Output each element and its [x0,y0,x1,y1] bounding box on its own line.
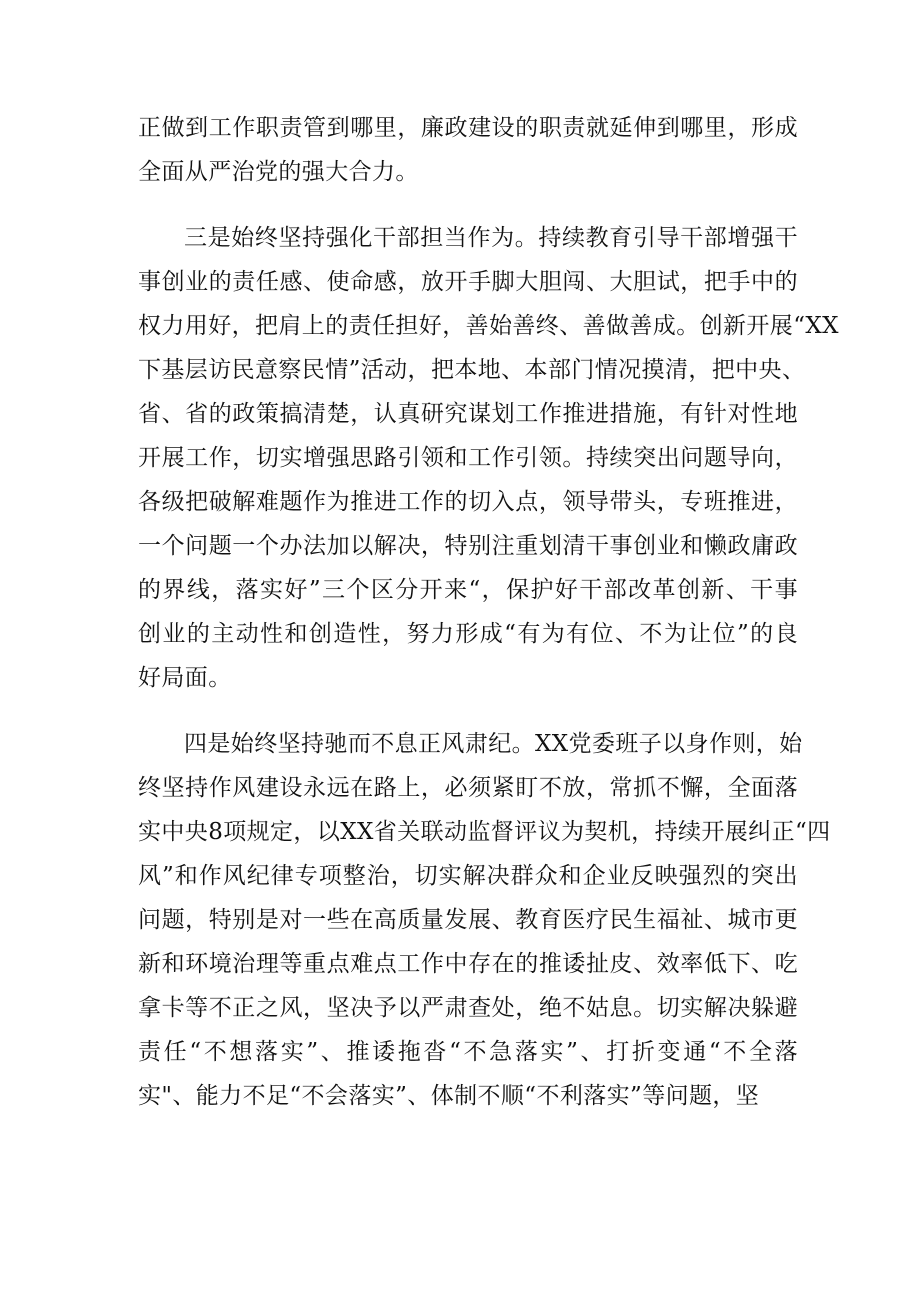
text-line: 下基层访民意察民情”活动，把本地、本部门情况摸清，把中央、 [138,357,806,383]
paragraph-gap [138,700,798,722]
text-line: 实中央8项规定，以XX省关联动监督评议为契机，持续开展纠正“四 [138,819,831,845]
text-line: 三是始终坚持强化干部担当作为。持续教育引导干部增强干 [184,225,798,251]
paragraph-three [138,216,839,700]
text-line: 风”和作风纪律专项整治，切实解决群众和企业反映强烈的突出 [138,863,798,889]
text-line: 权力用好，把肩上的责任担好，善始善终、善做善成。创新开展“XX [138,313,839,339]
text-line: 好局面。 [138,665,232,691]
text-line: 新和环境治理等重点难点工作中存在的推诿扯皮、效率低下、吃 [138,951,798,977]
paragraph-four [138,722,831,1118]
text-line: 实"、能力不足“不会落实”、体制不顺“不利落实”等问题，坚 [138,1083,760,1109]
text-line: 问题，特别是对一些在高质量发展、教育医疗民生福祉、城市更 [138,907,798,933]
text-line: 创业的主动性和创造性，努力形成“有为有位、不为让位”的良 [138,621,798,647]
text-line: 省、省的政策搞清楚，认真研究谋划工作推进措施，有针对性地 [138,401,798,427]
document-body [138,106,839,1118]
text-line: 各级把破解难题作为推进工作的切入点，领导带头，专班推进， [138,489,798,515]
text-line: 四是始终坚持驰而不息正风肃纪。XX党委班子以身作则，始 [184,731,803,757]
text-line: 的界线，落实好”三个区分开来“，保护好干部改革创新、干事 [138,577,798,603]
text-line: 全面从严治党的强大合力。 [138,159,419,185]
text-line: 拿卡等不正之风，坚决予以严肃查处，绝不姑息。切实解决躲避 [138,995,798,1021]
text-line: 开展工作，切实增强思路引领和工作引领。持续突出问题导向， [138,445,798,471]
text-line: 责任“不想落实”、推诿拖沓“不急落实”、打折变通“不全落 [138,1039,798,1065]
text-line: 正做到工作职责管到哪里，廉政建设的职责就延伸到哪里，形成 [138,115,798,141]
paragraph-continuation [138,106,798,194]
text-line: 终坚持作风建设永远在路上，必须紧盯不放，常抓不懈，全面落 [138,775,798,801]
paragraph-gap [138,194,798,216]
text-line: 一个问题一个办法加以解决，特别注重划清干事创业和懒政庸政 [138,533,798,559]
text-line: 事创业的责任感、使命感，放开手脚大胆闯、大胆试，把手中的 [138,269,798,295]
